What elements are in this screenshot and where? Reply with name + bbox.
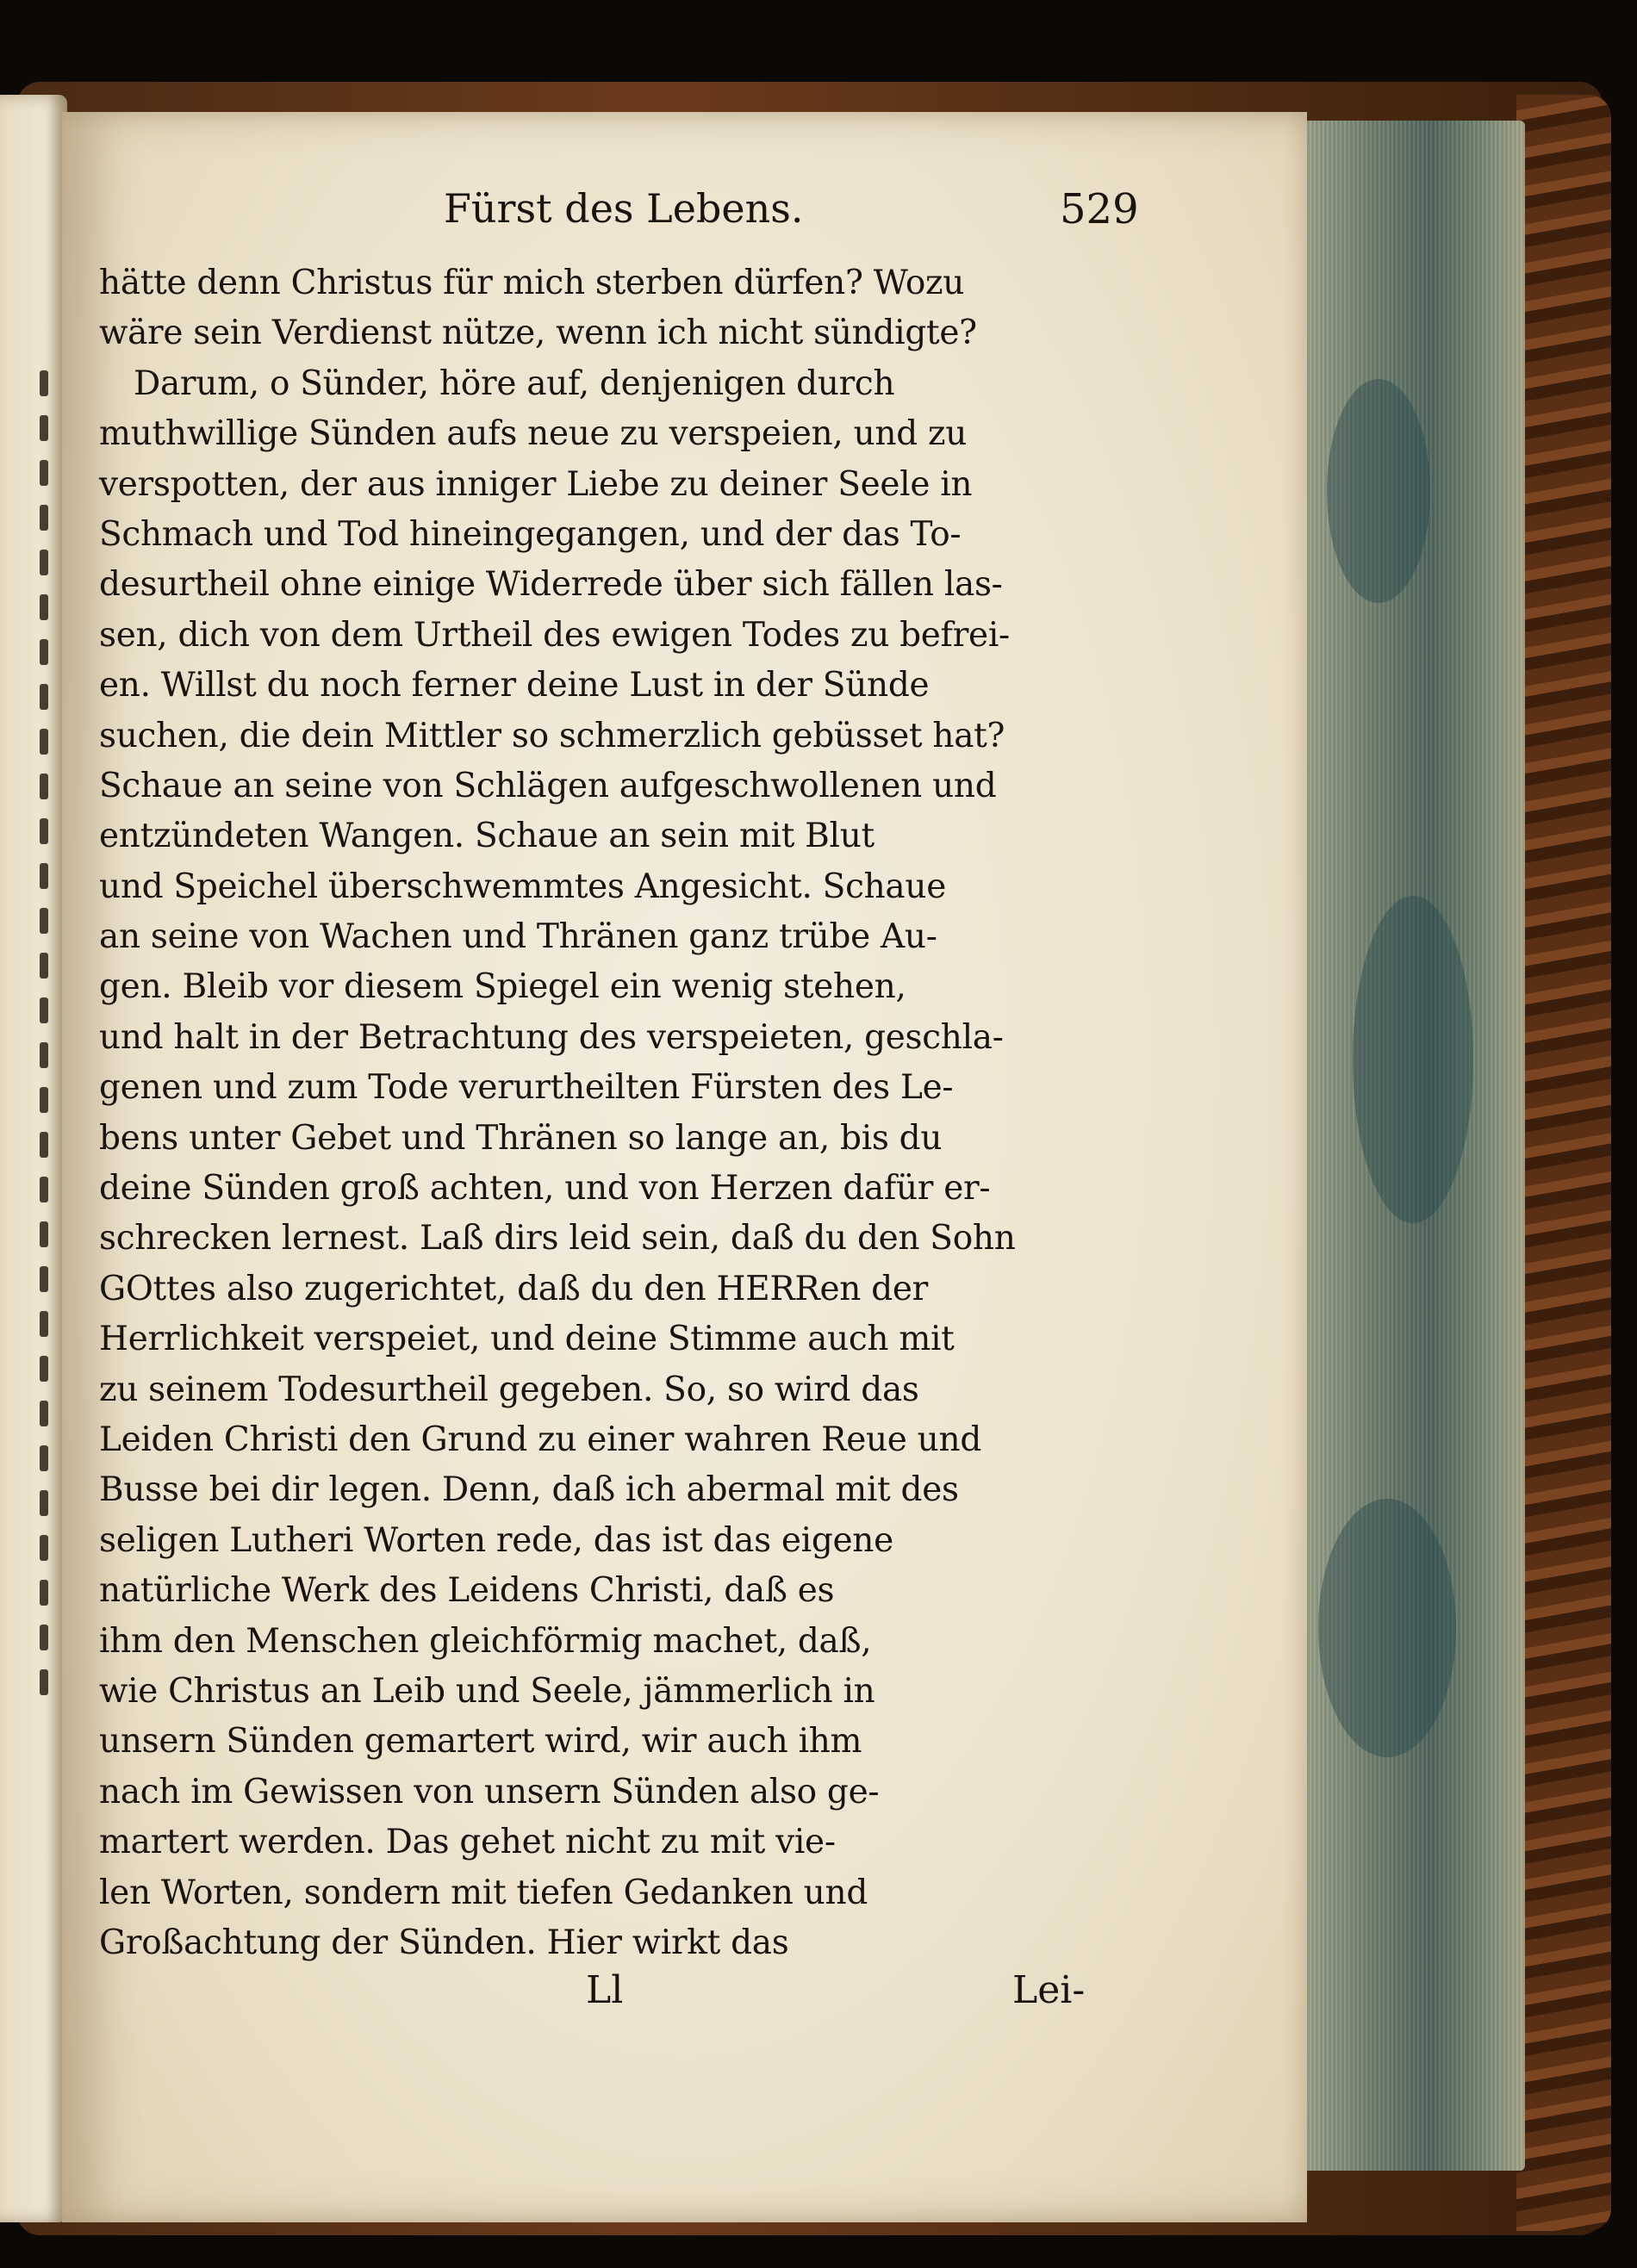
body-text [99,258,1116,1968]
facing-page-sliver [0,95,67,2222]
text-line: ihm den Menschen gleichförmig machet, daß, [99,1621,872,1661]
text-line: Schmach und Tod hineingegangen, und der das To- [99,514,962,554]
text-line: Leiden Christi den Grund zu einer wahren Reue und [99,1420,981,1459]
text-line: Busse bei dir legen. Denn, daß ich abermal mit des [99,1470,959,1510]
text-line: seligen Lutheri Worten rede, das ist das eigene [99,1520,893,1560]
page-text-block [99,172,1139,2029]
text-line: suchen, die dein Mittler so schmerzlich gebüsset hat? [99,716,1005,755]
text-line: bens unter Gebet und Thränen so lange an, bis du [99,1118,943,1158]
text-line: wäre sein Verdienst nütze, wenn ich nicht sündigte? [99,314,977,353]
text-line: entzündeten Wangen. Schaue an sein mit Blut [99,817,875,856]
text-line: wie Christus an Leib und Seele, jämmerlich in [99,1671,875,1711]
text-line: Darum, o Sünder, höre auf, denjenigen durch [134,364,895,403]
text-line: Schaue an seine von Schlägen aufgeschwollenen und [99,766,997,805]
text-line: sen, dich von dem Urtheil des ewigen Todes zu befrei- [99,615,1010,655]
text-line: gen. Bleib vor diesem Spiegel ein wenig stehen, [99,967,906,1007]
page-number: 529 [1060,185,1139,233]
facing-page-text-fragments [7,370,59,1695]
text-line: zu seinem Todesurtheil gegeben. So, so wird das [99,1370,919,1409]
page-footer [99,1968,1116,2029]
cover-right-edge [1516,95,1611,2231]
running-head: Fürst des Lebens. [444,185,804,232]
page-fore-edge [1292,121,1525,2171]
text-line: schrecken lernest. Laß dirs leid sein, daß du den Sohn [99,1219,1016,1258]
text-line: hätte denn Christus für mich sterben dürfen? Wozu [99,264,965,302]
text-line: desurtheil ohne einige Widerrede über sich fällen las- [99,565,1003,605]
text-line: nach im Gewissen von unsern Sünden also ge- [99,1772,880,1811]
text-line: und halt in der Betrachtung des verspeieten, geschla- [99,1017,1004,1057]
text-line: genen und zum Tode verurtheilten Fürsten des Le- [99,1068,954,1108]
text-line: verspotten, der aus inniger Liebe zu deiner Seele in [99,464,973,504]
text-line: an seine von Wachen und Thränen ganz trübe Au- [99,917,937,957]
text-line: deine Sünden groß achten, und von Herzen dafür er- [99,1169,991,1209]
page-header [99,172,1139,250]
signature-mark: Ll [586,1968,624,2013]
text-line: unsern Sünden gemartert wird, wir auch ihm [99,1722,862,1762]
text-line: len Worten, sondern mit tiefen Gedanken und [99,1873,868,1912]
text-line: martert werden. Das gehet nicht zu mit vie- [99,1823,836,1862]
text-line: Großachtung der Sünden. Hier wirkt das [99,1923,789,1962]
text-line: natürliche Werk des Leidens Christi, daß es [99,1571,835,1611]
text-line: Herrlichkeit verspeiet, und deine Stimme auch mit [99,1320,955,1359]
catchword: Lei- [1012,1968,1086,2013]
text-line: GOttes also zugerichtet, daß du den HERRen der [99,1269,928,1308]
text-line: und Speichel überschwemmtes Angesicht. Schaue [99,867,946,906]
text-line: muthwillige Sünden aufs neue zu verspeien, und zu [99,414,968,454]
text-line: en. Willst du noch ferner deine Lust in der Sünde [99,666,930,705]
